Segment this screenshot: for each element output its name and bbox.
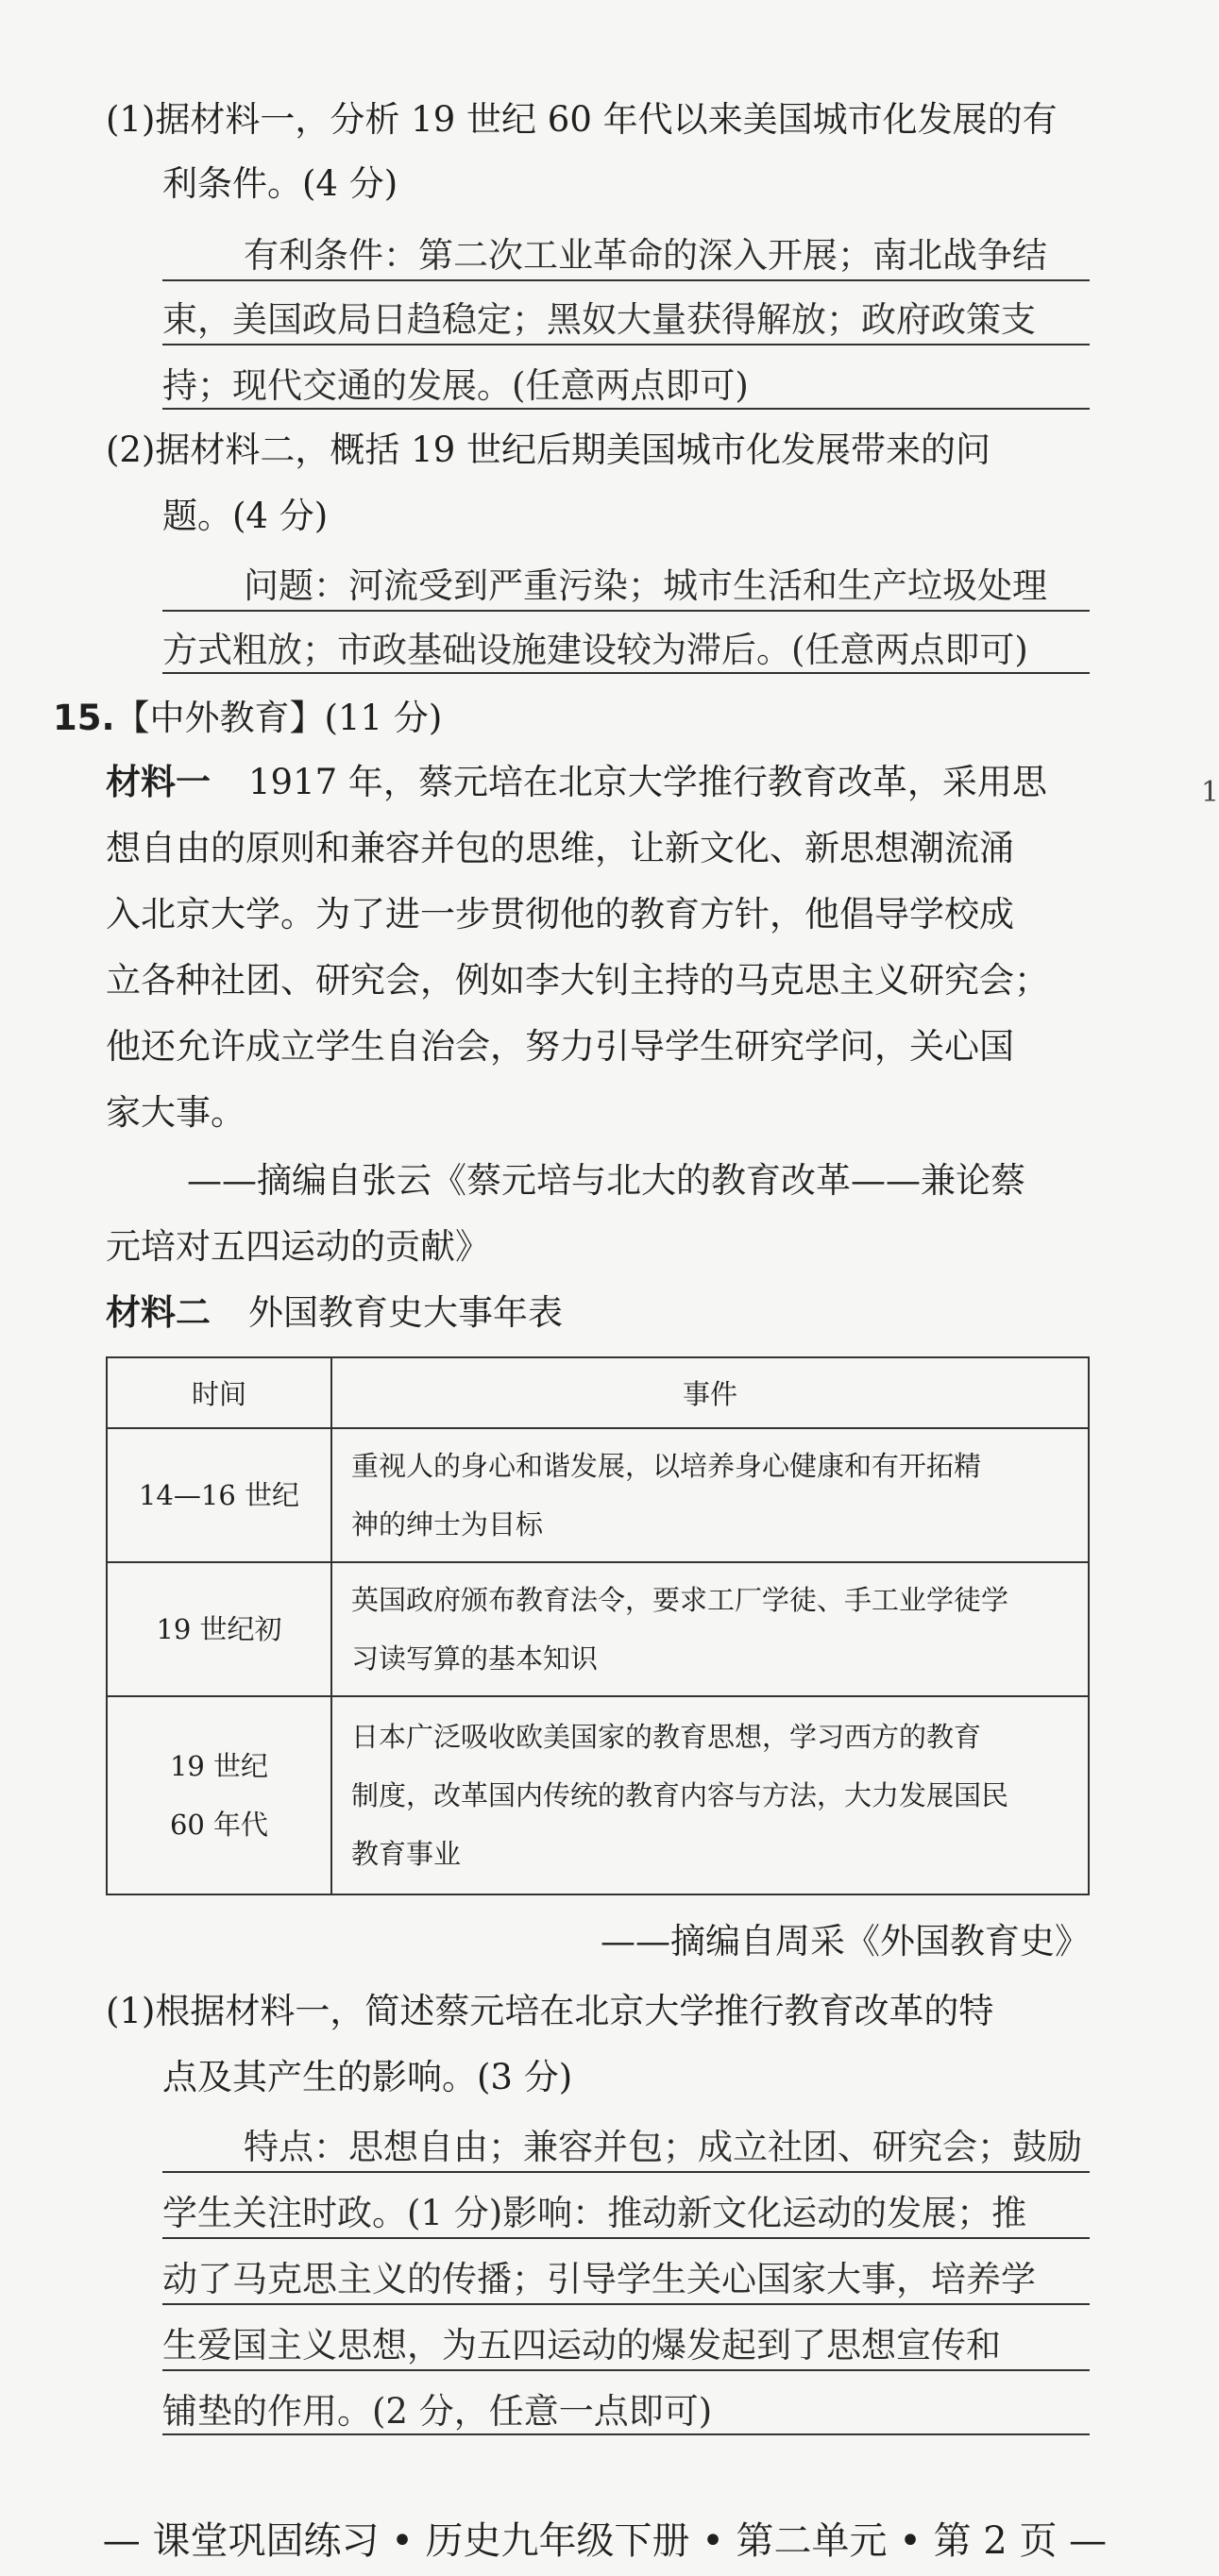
q15-sub1-answer-line5: 铺垫的作用。(2 分，任意一点即可)	[162, 2391, 713, 2432]
q15-sub1-question-line1: (1)根据材料一，简述蔡元培在北京大学推行教育改革的特	[106, 1991, 994, 2031]
q14-sub1-answer-line1: 有利条件：第二次工业革命的深入开展；南北战争结	[244, 235, 1047, 276]
material2-label: 材料二	[106, 1292, 211, 1333]
q15-sub1-answer-line2: 学生关注时政。(1 分)影响：推动新文化运动的发展；推	[162, 2193, 1027, 2233]
table-cell-time	[107, 1428, 331, 1562]
table-row	[107, 1428, 1089, 1562]
material1-line2: 想自由的原则和兼容并包的思维，让新文化、新思想潮流涌	[106, 828, 1014, 868]
q14-sub1-question-line1: (1)据材料一，分析 19 世纪 60 年代以来美国城市化发展的有	[106, 99, 1058, 140]
event-text: 神的绅士为目标	[351, 1508, 544, 1541]
q14-sub2-question-line2: 题。(4 分)	[162, 496, 329, 536]
answer-underline	[162, 2433, 1090, 2435]
answer-underline	[162, 279, 1090, 281]
event-text: 英国政府颁布教育法令，要求工厂学徒、手工业学徒学	[351, 1584, 1009, 1616]
answer-underline	[162, 610, 1090, 612]
answer-underline	[162, 2369, 1090, 2371]
q15-sub1-answer-line1: 特点：思想自由；兼容并包；成立社团、研究会；鼓励	[244, 2127, 1082, 2167]
table-header-time: 时间	[107, 1357, 331, 1428]
material1-line4: 立各种社团、研究会，例如李大钊主持的马克思主义研究会；	[106, 960, 1049, 1001]
event-text: 制度，改革国内传统的教育内容与方法，大力发展国民	[351, 1779, 1009, 1811]
edge-mark: 1	[1201, 776, 1219, 809]
table-cell-event	[331, 1696, 1089, 1894]
q14-sub2-question-line1: (2)据材料二，概括 19 世纪后期美国城市化发展带来的问	[106, 429, 991, 470]
q15-number: 15.	[53, 698, 115, 738]
material1-source-line2: 元培对五四运动的贡献》	[106, 1226, 490, 1267]
q15-sub1-answer-line4: 生爱国主义思想，为五四运动的爆发起到了思想宣传和	[162, 2325, 1001, 2366]
table-cell-event	[331, 1428, 1089, 1562]
table-header-event: 事件	[331, 1357, 1089, 1428]
education-timeline-table	[106, 1356, 1090, 1895]
q14-sub2-answer-line1: 问题：河流受到严重污染；城市生活和生产垃圾处理	[244, 565, 1047, 606]
table-row	[107, 1562, 1089, 1696]
time-text: 19 世纪	[169, 1750, 269, 1782]
material2-source: ——摘编自周采《外国教育史》	[601, 1921, 1090, 1961]
q14-sub1-question-line2: 利条件。(4 分)	[162, 163, 398, 204]
answer-underline	[162, 344, 1090, 345]
q14-sub1-answer-line2: 束，美国政局日趋稳定；黑奴大量获得解放；政府政策支	[162, 299, 1036, 340]
q15-sub1-question-line2: 点及其产生的影响。(3 分)	[162, 2057, 573, 2097]
material1-label: 材料一	[106, 762, 211, 802]
answer-underline	[162, 2237, 1090, 2239]
material1-line6: 家大事。	[106, 1092, 245, 1133]
material2-heading	[106, 1292, 563, 1333]
table-cell-time	[107, 1696, 331, 1894]
answer-underline	[162, 672, 1090, 674]
answer-underline	[162, 2303, 1090, 2305]
event-text: 习读写算的基本知识	[351, 1642, 599, 1675]
time-text: 60 年代	[169, 1809, 269, 1841]
material2-title: 外国教育史大事年表	[248, 1292, 563, 1333]
table-cell-time	[107, 1562, 331, 1696]
answer-underline	[162, 2171, 1090, 2173]
event-text: 教育事业	[351, 1838, 462, 1870]
table-row	[107, 1696, 1089, 1894]
event-text: 日本广泛吸收欧美国家的教育思想，学习西方的教育	[351, 1721, 982, 1753]
q14-sub2-answer-line2: 方式粗放；市政基础设施建设较为滞后。(任意两点即可)	[162, 630, 1028, 670]
page-footer: — 课堂巩固练习 • 历史九年级下册 • 第二单元 • 第 2 页 —	[102, 2519, 1108, 2563]
material1-line5: 他还允许成立学生自治会，努力引导学生研究学问，关心国	[106, 1026, 1014, 1067]
table-header-row	[107, 1357, 1089, 1428]
event-text: 重视人的身心和谐发展，以培养身心健康和有开拓精	[351, 1450, 982, 1482]
q15-header	[53, 698, 443, 738]
time-text: 14—16 世纪	[138, 1479, 300, 1511]
material1-line3: 入北京大学。为了进一步贯彻他的教育方针，他倡导学校成	[106, 894, 1014, 934]
q14-sub1-answer-line3: 持；现代交通的发展。(任意两点即可)	[162, 365, 749, 406]
q15-score: (11 分)	[324, 698, 443, 738]
answer-underline	[162, 408, 1090, 410]
time-text: 19 世纪初	[156, 1613, 282, 1645]
table-cell-event	[331, 1562, 1089, 1696]
material1-text-line1: 1917 年，蔡元培在北京大学推行教育改革，采用思	[248, 762, 1047, 802]
q15-sub1-answer-line3: 动了马克思主义的传播；引导学生关心国家大事，培养学	[162, 2259, 1036, 2299]
q15-title: 【中外教育】	[114, 698, 325, 738]
material1-line1	[106, 762, 1047, 802]
material1-source-line1: ——摘编自张云《蔡元培与北大的教育改革——兼论蔡	[187, 1160, 1025, 1201]
